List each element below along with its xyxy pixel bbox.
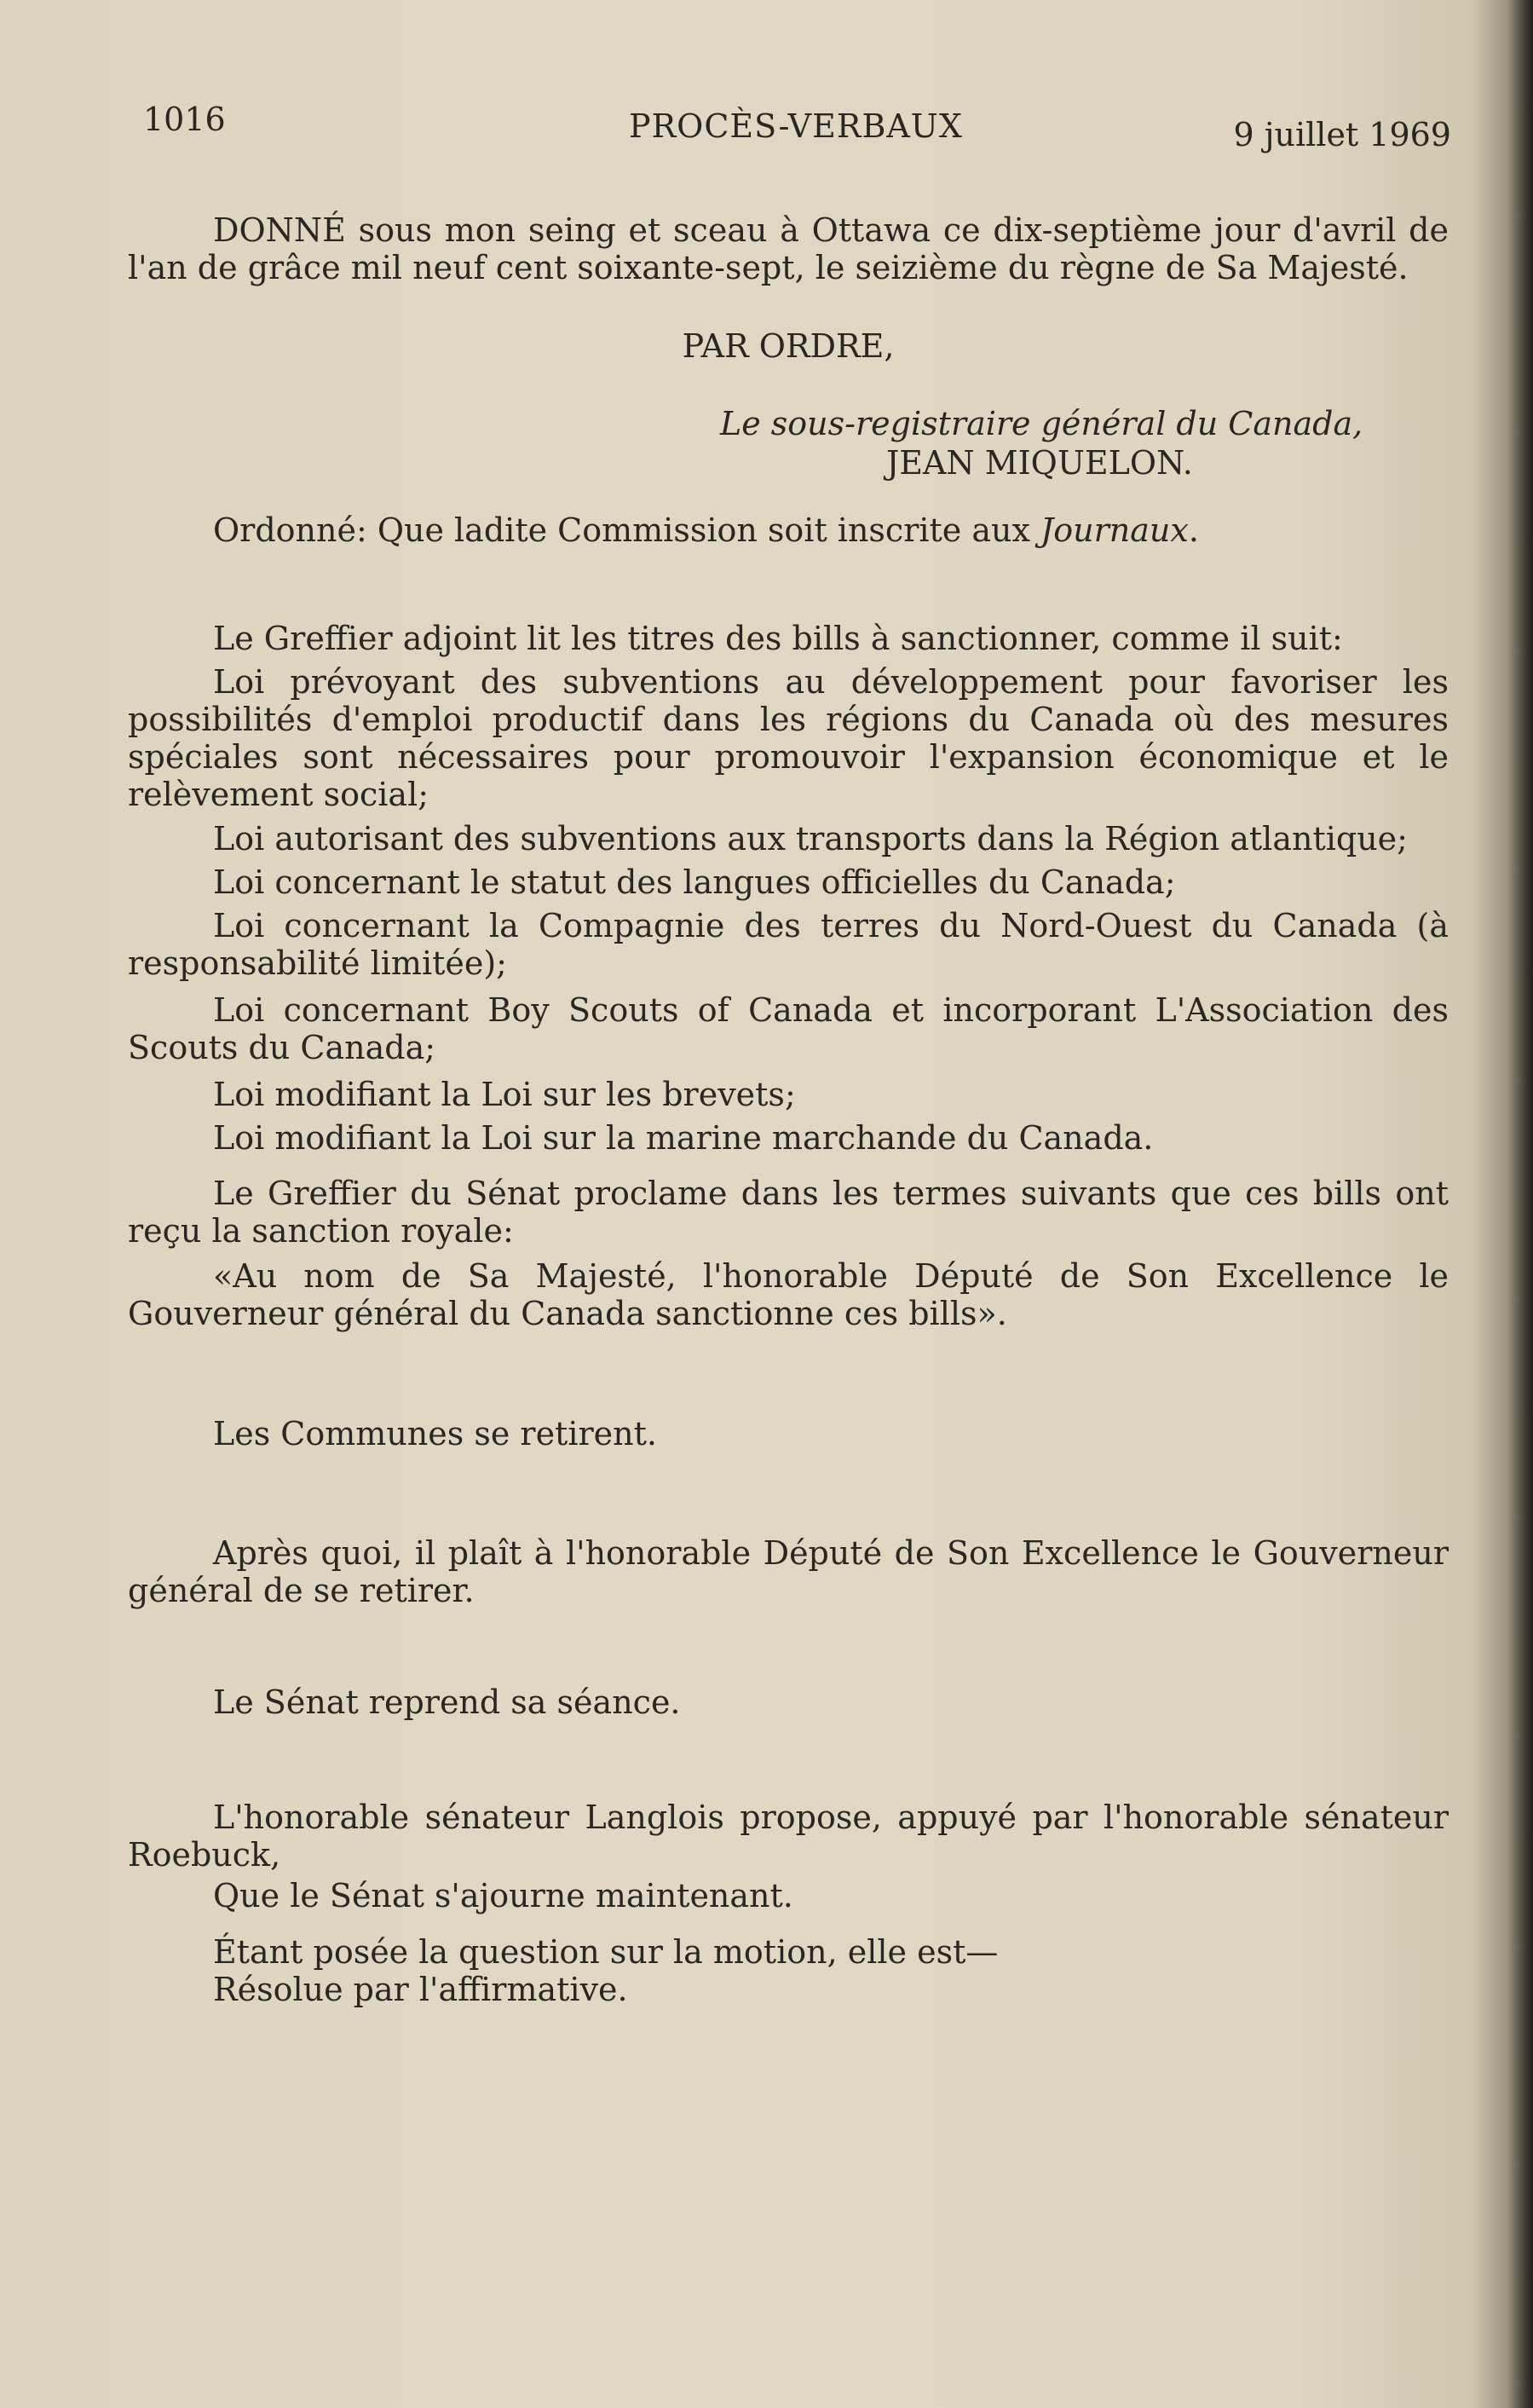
running-title: PROCÈS-VERBAUX bbox=[629, 107, 963, 145]
page-number: 1016 bbox=[143, 101, 226, 138]
senat-reprend: Le Sénat reprend sa séance. bbox=[213, 1683, 681, 1721]
page-edge-shadow bbox=[1507, 0, 1533, 2408]
langlois-motion: L'honorable sénateur Langlois propose, appuyé par l'honorable sénateur Roebuck, bbox=[128, 1799, 1449, 1874]
bill-item: Loi modifiant la Loi sur la marine marchande du Canada. bbox=[213, 1119, 1154, 1157]
par-ordre: PAR ORDRE, bbox=[682, 327, 895, 365]
question-posee: Étant posée la question sur la motion, elle est— bbox=[213, 1933, 999, 1971]
bill-item: Loi concernant la Compagnie des terres du Nord-Ouest du Canada (à responsabilité limitée); bbox=[128, 907, 1449, 982]
apres-paragraph: Après quoi, il plaît à l'honorable Député de Son Excellence le Gouverneur général de se retirer. bbox=[128, 1534, 1449, 1609]
greffier-intro: Le Greffier adjoint lit les titres des bills à sanctionner, comme il suit: bbox=[213, 620, 1343, 657]
royal-assent-quote: «Au nom de Sa Majesté, l'honorable Député de Son Excellence le Gouverneur général du Canada sanctionne ces bills». bbox=[128, 1257, 1449, 1332]
header-date: 9 juillet 1969 bbox=[1233, 116, 1451, 153]
bill-item: Loi concernant Boy Scouts of Canada et incorporant L'Association des Scouts du Canada; bbox=[128, 991, 1449, 1066]
communes-retirent: Les Communes se retirent. bbox=[213, 1415, 657, 1452]
given-paragraph: DONNÉ sous mon seing et sceau à Ottawa ce dix-septième jour d'avril de l'an de grâce mil neuf cent soixante-sept, le seizième du règne de Sa Majesté. bbox=[128, 211, 1449, 286]
signature-name: JEAN MIQUELON. bbox=[886, 444, 1193, 482]
signature-title: Le sous-registraire général du Canada, bbox=[720, 405, 1363, 442]
bill-item: Loi modifiant la Loi sur les brevets; bbox=[213, 1076, 796, 1113]
ordonne-suffix: . bbox=[1188, 511, 1199, 549]
page-header bbox=[143, 101, 1451, 152]
journaux-italic: Journaux bbox=[1040, 511, 1189, 549]
bill-item: Loi autorisant des subventions aux transports dans la Région atlantique; bbox=[213, 820, 1408, 858]
ordonne-text: Ordonné: Que ladite Commission soit inscrite aux bbox=[213, 511, 1041, 549]
senat-proclame: Le Greffier du Sénat proclame dans les termes suivants que ces bills ont reçu la sanction royale: bbox=[128, 1175, 1449, 1250]
bill-item: Loi concernant le statut des langues officielles du Canada; bbox=[213, 863, 1176, 901]
resolue-affirmative: Résolue par l'affirmative. bbox=[213, 1971, 628, 2008]
bill-item: Loi prévoyant des subventions au développement pour favoriser les possibilités d'emploi productif dans les régions du Canada où des mesures spéciales sont nécessaires pour promouvoir l'expansion économique et le relèvement social; bbox=[128, 663, 1449, 813]
ordonne-paragraph bbox=[213, 511, 1406, 549]
ajourne-motion: Que le Sénat s'ajourne maintenant. bbox=[213, 1877, 793, 1914]
